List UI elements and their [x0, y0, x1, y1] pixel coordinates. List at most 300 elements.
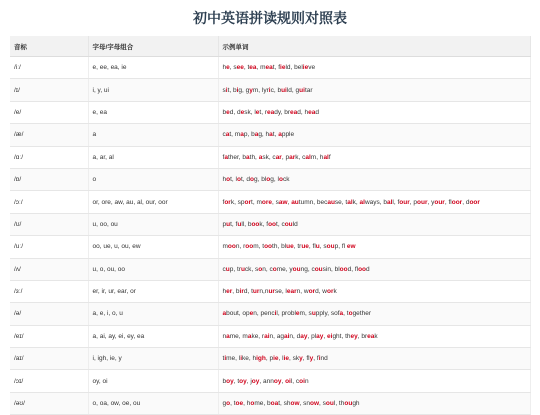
- word-text: , s: [272, 198, 279, 206]
- word-text: ld, bel: [285, 64, 303, 72]
- word-text: , s: [319, 400, 326, 408]
- highlighted-letters: i: [318, 355, 321, 363]
- letter-combinations: u, o, ou, oo: [88, 258, 218, 280]
- word-text: ll, b: [241, 220, 252, 228]
- highlighted-letters: ar: [289, 153, 296, 161]
- phonetic-symbol: /aɪ/: [10, 348, 88, 370]
- highlighted-letters: ee: [236, 64, 244, 72]
- highlighted-letters: y: [299, 355, 303, 363]
- highlighted-letters: or: [244, 198, 252, 206]
- word-text: , h: [243, 400, 251, 408]
- example-words: [218, 370, 530, 392]
- word-text: t, m: [229, 131, 241, 139]
- word-text: , f: [313, 355, 319, 363]
- word-text: ck: [282, 176, 290, 184]
- word-text: , p: [409, 198, 417, 206]
- word-text: p, tr: [229, 265, 241, 273]
- word-text: ght, th: [332, 332, 351, 340]
- word-text: se, t: [334, 198, 348, 206]
- highlighted-letters: oo: [268, 220, 277, 228]
- highlighted-letters: o: [348, 310, 353, 318]
- word-text: , s: [319, 243, 327, 251]
- table-row: [10, 191, 530, 213]
- highlighted-letters: al: [386, 198, 393, 206]
- phonetic-symbol: /e/: [10, 101, 88, 123]
- word-text: , pl: [307, 332, 317, 340]
- highlighted-letters: ie: [302, 64, 309, 72]
- header-symbol: 音标: [10, 36, 88, 57]
- highlighted-letters: ou: [284, 220, 293, 228]
- highlighted-letters: ur: [252, 288, 260, 296]
- word-text: me, m: [229, 332, 248, 340]
- word-text: sin, bl: [322, 265, 340, 273]
- highlighted-letters: a: [269, 131, 273, 139]
- highlighted-letters: ow: [310, 400, 320, 408]
- highlighted-letters: aw: [278, 198, 288, 206]
- word-text: , m: [256, 64, 266, 72]
- table-row: [10, 101, 530, 123]
- highlighted-letters: au: [327, 198, 335, 206]
- highlighted-letters: ir: [239, 288, 244, 296]
- highlighted-letters: ui: [281, 86, 287, 94]
- word-text: k,: [352, 198, 360, 206]
- highlighted-letters: ue: [286, 243, 294, 251]
- highlighted-letters: ou: [292, 265, 301, 273]
- highlighted-letters: ou: [344, 400, 353, 408]
- word-text: se, l: [274, 288, 287, 296]
- phonetic-symbol: /ʌ/: [10, 258, 88, 280]
- word-text: d, h: [297, 108, 309, 116]
- word-text: t, l: [230, 176, 237, 184]
- word-text: ve: [308, 64, 316, 72]
- highlighted-letters: oy: [251, 377, 260, 385]
- word-text: f: [328, 153, 331, 161]
- letter-combinations: or, ore, aw, au, al, our, oor: [88, 191, 218, 213]
- word-text: , y: [427, 198, 435, 206]
- page-title: 初中英语拼读规则对照表: [193, 11, 347, 27]
- phonetic-symbol: /ɑː/: [10, 146, 88, 168]
- phonetic-symbol: /iː/: [10, 57, 88, 79]
- word-text: nd: [320, 355, 328, 363]
- highlighted-letters: oo: [358, 265, 367, 273]
- highlighted-letters: ear: [286, 288, 297, 296]
- word-text: dy, br: [274, 108, 291, 116]
- highlighted-letters: o: [266, 176, 271, 184]
- highlighted-letters: o: [278, 176, 283, 184]
- table-row: [10, 280, 530, 302]
- word-text: , t: [343, 310, 349, 318]
- letter-combinations: oo, ue, u, ou, ew: [88, 236, 218, 258]
- header-examples: 示例单词: [218, 36, 530, 57]
- table-header: [10, 36, 530, 57]
- example-words: [218, 146, 530, 168]
- highlighted-letters: ai: [283, 332, 290, 340]
- highlighted-letters: a: [246, 153, 250, 161]
- highlighted-letters: or: [308, 288, 316, 296]
- phonetic-symbol: /ʊ/: [10, 213, 88, 235]
- word-text: g, l: [270, 176, 279, 184]
- word-text: ke, h: [242, 355, 257, 363]
- letter-combinations: a: [88, 124, 218, 146]
- word-text: s: [222, 86, 226, 94]
- word-text: bout, op: [226, 310, 250, 318]
- highlighted-letters: ou: [326, 243, 335, 251]
- highlighted-letters: i: [236, 86, 239, 94]
- word-text: ld, g: [286, 86, 300, 94]
- phonetic-symbol: /eɪ/: [10, 325, 88, 347]
- word-text: tar: [304, 86, 313, 94]
- example-words: [218, 303, 530, 325]
- highlighted-letters: ar: [275, 153, 282, 161]
- highlighted-letters: oy: [273, 377, 282, 385]
- highlighted-letters: e: [240, 108, 245, 116]
- word-text: th, bl: [272, 243, 287, 251]
- highlighted-letters: ay: [316, 332, 324, 340]
- word-text: t, b: [227, 86, 237, 94]
- table-row: [10, 303, 530, 325]
- word-text: d: [315, 108, 319, 116]
- example-words: [218, 191, 530, 213]
- example-words: [218, 258, 530, 280]
- example-words: [218, 57, 530, 79]
- word-text: m: [222, 243, 228, 251]
- highlighted-letters: our: [434, 198, 445, 206]
- word-text: ,: [281, 377, 286, 385]
- word-text: me, y: [276, 265, 293, 273]
- highlighted-letters: i: [274, 310, 277, 318]
- highlighted-letters: y: [249, 86, 253, 94]
- word-text: , j: [246, 377, 252, 385]
- highlighted-letters: ai: [264, 332, 270, 340]
- example-words: [218, 348, 530, 370]
- example-words: [218, 392, 530, 414]
- highlighted-letters: oi: [285, 377, 291, 385]
- highlighted-letters: our: [417, 198, 428, 206]
- highlighted-letters: oa: [270, 400, 279, 408]
- highlighted-letters: oo: [264, 243, 273, 251]
- highlighted-letters: i: [268, 86, 271, 94]
- letter-combinations: u, oo, ou: [88, 213, 218, 235]
- letter-combinations: o, oa, ow, oe, ou: [88, 392, 218, 414]
- word-text: , fl: [444, 198, 452, 206]
- highlighted-letters: o: [226, 400, 231, 408]
- word-text: sk, l: [244, 108, 256, 116]
- table-body: [10, 57, 530, 415]
- word-text: , s: [229, 64, 237, 72]
- letter-combinations: a, ai, ay, ei, ey, ea: [88, 325, 218, 347]
- word-text: ther, b: [227, 153, 247, 161]
- word-text: g, g: [238, 86, 250, 94]
- highlighted-letters: oi: [299, 377, 305, 385]
- highlighted-letters: e: [226, 108, 230, 116]
- highlighted-letters: e: [249, 310, 254, 318]
- phonetic-symbol: /ə/: [10, 303, 88, 325]
- word-text: n, c: [262, 265, 273, 273]
- word-text: sk, c: [262, 153, 276, 161]
- highlighted-letters: ie: [273, 355, 279, 363]
- highlighted-letters: oo: [251, 220, 260, 228]
- table-row: [10, 236, 530, 258]
- highlighted-letters: ur: [268, 288, 275, 296]
- word-text: m, s: [299, 310, 312, 318]
- example-words: [218, 79, 530, 101]
- word-text: t, r: [259, 108, 267, 116]
- highlighted-letters: oy: [226, 377, 234, 385]
- word-text: p, b: [243, 131, 255, 139]
- word-text: , p: [281, 153, 290, 161]
- word-text: d, d: [229, 108, 241, 116]
- highlighted-letters: y: [309, 355, 314, 363]
- highlighted-letters: ui: [299, 86, 305, 94]
- table-row: [10, 124, 530, 146]
- word-text: ways, b: [364, 198, 387, 206]
- highlighted-letters: oe: [235, 400, 244, 408]
- phonetic-symbol: /ɔː/: [10, 191, 88, 213]
- word-text: , t: [230, 400, 236, 408]
- word-text: ,: [323, 332, 328, 340]
- word-text: ng, c: [300, 265, 315, 273]
- highlighted-letters: igh: [256, 355, 266, 363]
- word-text: d: [366, 265, 370, 273]
- letter-combinations: e, ea: [88, 101, 218, 123]
- word-text: , t: [233, 377, 240, 385]
- highlighted-letters: u: [237, 220, 242, 228]
- example-words: [218, 168, 530, 190]
- highlighted-letters: oor: [469, 198, 480, 206]
- word-text: t, m: [251, 198, 262, 206]
- word-text: , l: [278, 355, 284, 363]
- highlighted-letters: o: [250, 400, 255, 408]
- highlighted-letters: a: [278, 131, 282, 139]
- highlighted-letters: ea: [367, 332, 375, 340]
- highlighted-letters: o: [258, 265, 263, 273]
- highlighted-letters: oo: [245, 243, 254, 251]
- word-text: pple: [281, 131, 295, 139]
- highlighted-letters: a: [222, 310, 227, 318]
- table-row: [10, 325, 530, 347]
- table-row: [10, 146, 530, 168]
- word-text: d, w: [315, 288, 327, 296]
- word-text: p: [222, 220, 227, 228]
- highlighted-letters: ie: [280, 64, 286, 72]
- phonetic-symbol: /ɜː/: [10, 280, 88, 302]
- word-text: l, th: [333, 400, 345, 408]
- word-text: m, lyr: [252, 86, 269, 94]
- word-text: me, l: [226, 355, 241, 363]
- header-letters: 字母/字母组合: [88, 36, 218, 57]
- word-text: f: [222, 198, 225, 206]
- highlighted-letters: or: [224, 198, 231, 206]
- word-text: g, h: [258, 131, 270, 139]
- phonetic-symbol: /ɒ/: [10, 168, 88, 190]
- word-text: pply, sof: [315, 310, 340, 318]
- phonics-table-wrapper: [10, 36, 530, 415]
- word-text: b: [222, 108, 227, 116]
- table-row: [10, 168, 530, 190]
- word-text: gh: [352, 400, 360, 408]
- word-text: t, f: [272, 64, 281, 72]
- word-text: t, f: [230, 220, 238, 228]
- highlighted-letters: oy: [239, 377, 247, 385]
- highlighted-letters: a: [226, 332, 230, 340]
- highlighted-letters: a: [224, 153, 228, 161]
- word-text: , br: [357, 332, 368, 340]
- letter-combinations: i, y, ui: [88, 79, 218, 101]
- table-row: [10, 213, 530, 235]
- letter-combinations: i, igh, ie, y: [88, 348, 218, 370]
- word-text: g, bl: [254, 176, 267, 184]
- word-text: ck, s: [244, 265, 259, 273]
- example-words: [218, 280, 530, 302]
- highlighted-letters: ue: [301, 243, 309, 251]
- highlighted-letters: al: [305, 153, 311, 161]
- table-row: [10, 79, 530, 101]
- word-text: , t: [243, 64, 250, 72]
- highlighted-letters: a: [247, 332, 252, 340]
- word-text: c: [222, 265, 226, 273]
- word-text: , fl: [308, 243, 316, 251]
- phonetic-symbol: /əʊ/: [10, 392, 88, 414]
- highlighted-letters: e: [255, 108, 260, 116]
- highlighted-letters: oo: [227, 243, 236, 251]
- word-text: t, sh: [278, 400, 291, 408]
- letter-combinations: a, ar, al: [88, 146, 218, 168]
- table-row: [10, 258, 530, 280]
- letter-combinations: a, e, i, o, u: [88, 303, 218, 325]
- word-text: n, r: [235, 243, 246, 251]
- word-text: k: [333, 288, 337, 296]
- word-text: n, d: [289, 332, 301, 340]
- example-words: [218, 325, 530, 347]
- word-text: l, f: [392, 198, 400, 206]
- word-text: , sk: [289, 355, 300, 363]
- letter-combinations: e, ee, ea, ie: [88, 57, 218, 79]
- highlighted-letters: a: [254, 131, 259, 139]
- table-row: [10, 392, 530, 414]
- header-row: [10, 36, 530, 57]
- word-text: k, sp: [230, 198, 245, 206]
- highlighted-letters: al: [359, 198, 365, 206]
- highlighted-letters: our: [399, 198, 410, 206]
- word-text: l, c: [290, 377, 300, 385]
- word-text: t, c: [276, 220, 285, 228]
- highlighted-letters: au: [291, 198, 299, 206]
- word-text: ,: [287, 198, 292, 206]
- word-text: , p: [265, 355, 274, 363]
- word-text: , tr: [293, 243, 302, 251]
- highlighted-letters: i: [225, 86, 228, 94]
- word-text: , sn: [299, 400, 311, 408]
- highlighted-letters: ey: [350, 332, 358, 340]
- word-text: ke, r: [251, 332, 265, 340]
- word-text: f: [222, 153, 225, 161]
- phonics-table: [10, 36, 531, 415]
- highlighted-letters: ea: [267, 108, 275, 116]
- word-text: l, probl: [276, 310, 296, 318]
- word-text: t, d: [240, 176, 251, 184]
- highlighted-letters: u: [226, 220, 231, 228]
- highlighted-letters: er: [226, 288, 233, 296]
- word-text: h: [222, 176, 227, 184]
- word-text: th,: [249, 153, 259, 161]
- highlighted-letters: u: [311, 310, 316, 318]
- word-text: m, t: [253, 243, 265, 251]
- example-words: [218, 124, 530, 146]
- table-row: [10, 348, 530, 370]
- highlighted-letters: u: [225, 265, 230, 273]
- word-text: n, w: [296, 288, 309, 296]
- word-text: tumn, bec: [298, 198, 328, 206]
- word-text: h: [222, 64, 227, 72]
- highlighted-letters: a: [339, 310, 344, 318]
- word-text: h: [222, 288, 227, 296]
- word-text: n,n: [259, 288, 269, 296]
- phonetic-symbol: /uː/: [10, 236, 88, 258]
- word-text: d, fl: [347, 265, 359, 273]
- highlighted-letters: a: [225, 131, 230, 139]
- highlighted-letters: ei: [327, 332, 333, 340]
- highlighted-letters: ore: [261, 198, 273, 206]
- highlighted-letters: ay: [300, 332, 308, 340]
- example-words: [218, 236, 530, 258]
- word-text: b: [222, 377, 227, 385]
- highlighted-letters: e: [226, 64, 230, 72]
- word-text: gether: [352, 310, 371, 318]
- highlighted-letters: oo: [339, 265, 348, 273]
- word-text: c, b: [270, 86, 282, 94]
- letter-combinations: er, ir, ur, ear, or: [88, 280, 218, 302]
- word-text: , fl: [302, 355, 310, 363]
- word-text: t,: [272, 131, 279, 139]
- word-text: , d: [462, 198, 470, 206]
- highlighted-letters: ea: [308, 108, 316, 116]
- phonetic-symbol: /æ/: [10, 124, 88, 146]
- word-text: n: [222, 332, 227, 340]
- highlighted-letters: ea: [265, 64, 273, 72]
- highlighted-letters: i: [224, 355, 227, 363]
- highlighted-letters: ou: [325, 400, 334, 408]
- word-text: n, penc: [253, 310, 275, 318]
- highlighted-letters: ew: [346, 243, 356, 251]
- highlighted-letters: a: [240, 131, 244, 139]
- highlighted-letters: ou: [314, 265, 323, 273]
- phonetic-symbol: /ɪ/: [10, 79, 88, 101]
- highlighted-letters: ow: [290, 400, 300, 408]
- highlighted-letters: al: [347, 198, 353, 206]
- word-text: k: [374, 332, 378, 340]
- highlighted-letters: e: [295, 310, 300, 318]
- highlighted-letters: ea: [290, 108, 298, 116]
- highlighted-letters: i: [240, 355, 243, 363]
- word-text: , ann: [259, 377, 274, 385]
- word-text: k, f: [259, 220, 269, 228]
- word-text: g: [222, 400, 227, 408]
- highlighted-letters: ie: [283, 355, 290, 363]
- table-row: [10, 57, 530, 79]
- table-row: [10, 370, 530, 392]
- highlighted-letters: o: [226, 176, 231, 184]
- word-text: p, fl: [334, 243, 347, 251]
- highlighted-letters: ea: [249, 64, 257, 72]
- word-text: c: [222, 131, 226, 139]
- word-text: d, t: [243, 288, 253, 296]
- highlighted-letters: u: [315, 243, 320, 251]
- highlighted-letters: o: [250, 176, 254, 184]
- word-text: n: [304, 377, 309, 385]
- highlighted-letters: u: [240, 265, 245, 273]
- word-text: me, b: [254, 400, 271, 408]
- word-text: m, h: [310, 153, 324, 161]
